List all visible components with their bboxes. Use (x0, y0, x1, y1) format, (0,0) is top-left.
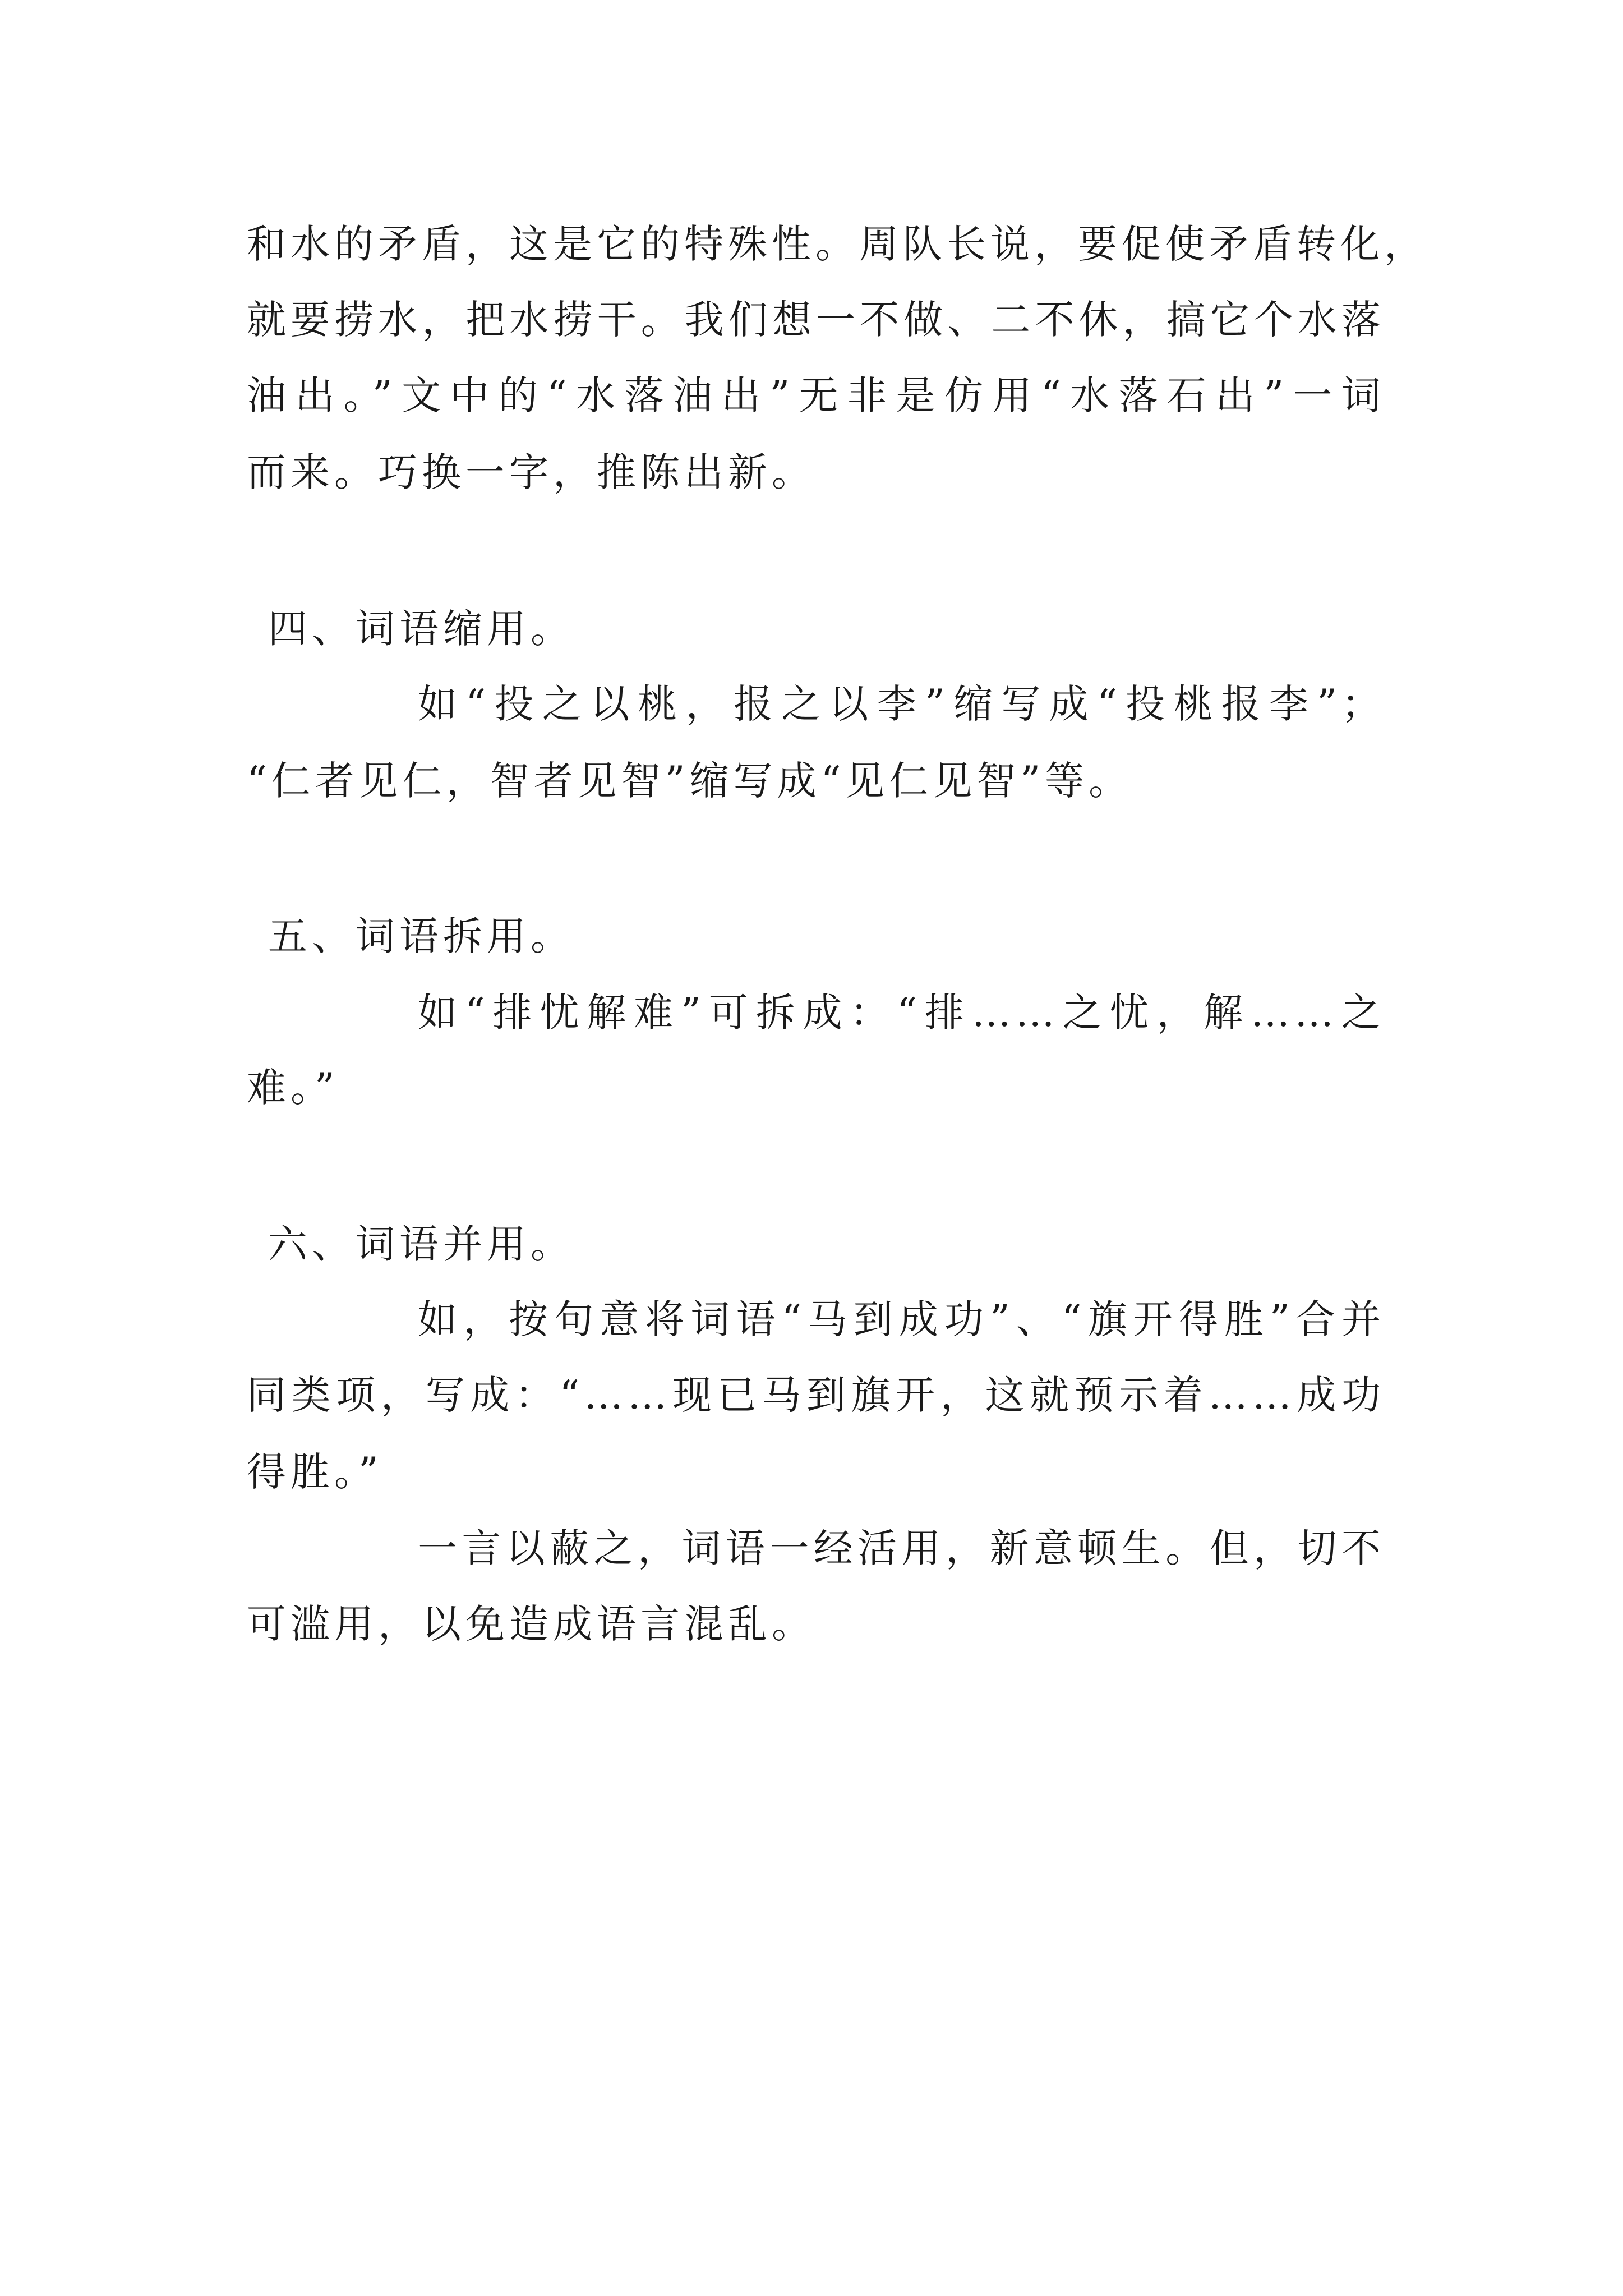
paragraph-line: 油出。”文中的“水落油出”无非是仿用“水落石出”一词 (247, 372, 1385, 418)
paragraph-line: 如，按句意将词语“马到成功”、“旗开得胜”合并 (418, 1296, 1385, 1342)
paragraph-line: 一言以蔽之，词语一经活用，新意顿生。但，切不 (418, 1525, 1385, 1571)
paragraph-line: 如“排忧解难”可拆成：“排……之忧，解……之 (418, 990, 1385, 1036)
paragraph-line: 可滥用，以免造成语言混乱。 (247, 1601, 815, 1647)
paragraph-line: 就要捞水，把水捞干。我们想一不做、二不休，搞它个水落 (247, 297, 1385, 343)
paragraph-line: 如“投之以桃，报之以李”缩写成“投桃报李”； (418, 681, 1385, 727)
paragraph-line: 而来。巧换一字，推陈出新。 (247, 449, 815, 495)
section-heading: 四、词语缩用。 (268, 606, 574, 652)
section-heading: 五、词语拆用。 (268, 913, 574, 959)
paragraph-line: 同类项，写成：“……现已马到旗开，这就预示着……成功 (247, 1372, 1385, 1418)
paragraph-line: 难。” (247, 1065, 339, 1111)
section-heading: 六、词语并用。 (268, 1221, 574, 1267)
paragraph-line: 和水的矛盾，这是它的特殊性。周队长说，要促使矛盾转化， (247, 221, 1428, 267)
paragraph-line: “仁者见仁，智者见智”缩写成“见仁见智”等。 (247, 758, 1133, 804)
paragraph-line: 得胜。” (247, 1449, 383, 1495)
